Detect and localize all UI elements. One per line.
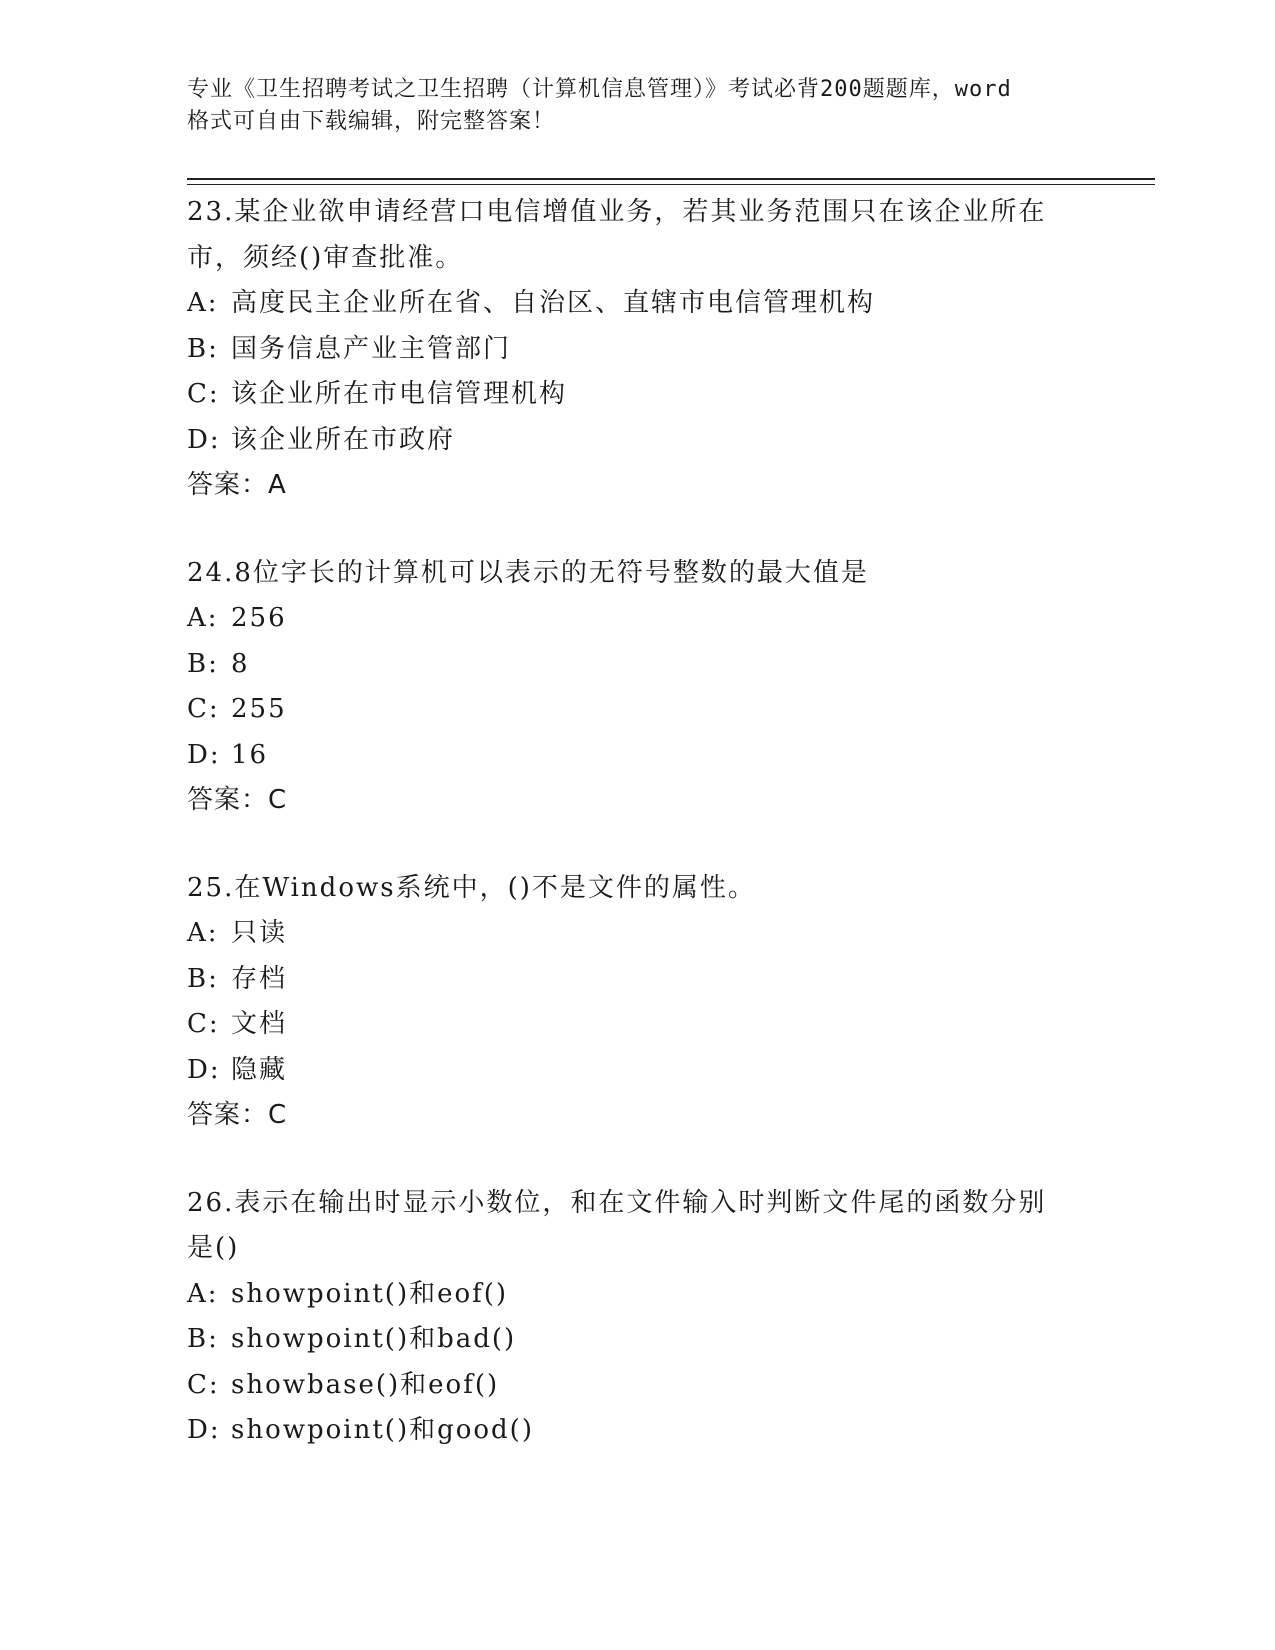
option-a — [187, 1272, 1087, 1318]
question-23 — [187, 190, 1087, 509]
option-letter: D: — [187, 1415, 221, 1445]
option-text: 国务信息产业主管部门 — [231, 333, 512, 364]
answer-label: 答案：C — [187, 1100, 288, 1130]
header-line-2: 格式可自由下载编辑，附完整答案！ — [187, 109, 556, 134]
option-text: 16 — [231, 739, 269, 770]
option-letter: C: — [187, 379, 220, 409]
question-stem-line-1: 23.某企业欲申请经营口电信增值业务，若其业务范围只在该企业所在 — [187, 197, 1047, 227]
option-c — [187, 687, 1087, 733]
option-letter: C: — [187, 1009, 220, 1039]
option-b — [187, 642, 1087, 688]
option-letter: D: — [187, 739, 221, 770]
header-divider-thin — [187, 184, 1155, 185]
option-b — [187, 327, 1087, 373]
option-a — [187, 281, 1087, 327]
option-letter: A: — [187, 603, 219, 633]
option-text: showpoint()和eof() — [231, 1278, 509, 1309]
question-stem-line-1: 25.在Windows系统中，()不是文件的属性。 — [187, 872, 756, 903]
question-stem-line-1: 24.8位字长的计算机可以表示的无符号整数的最大值是 — [187, 557, 869, 588]
option-text: 隐藏 — [231, 1054, 288, 1085]
option-text: 只读 — [231, 918, 288, 948]
question-stem-line-2: 市，须经()审查批准。 — [187, 242, 464, 273]
option-text: 8 — [231, 648, 250, 679]
option-text: showbase()和eof() — [231, 1369, 500, 1400]
option-text: 该企业所在市政府 — [231, 424, 456, 455]
option-letter: A: — [187, 288, 219, 318]
question-stem — [187, 866, 1067, 912]
option-letter: B: — [187, 1324, 219, 1354]
question-stem-line-1: 26.表示在输出时显示小数位，和在文件输入时判断文件尾的函数分别 — [187, 1187, 1047, 1218]
question-list — [187, 190, 1087, 1496]
option-text: showpoint()和bad() — [231, 1324, 517, 1354]
option-letter: D: — [187, 424, 221, 455]
option-c — [187, 1002, 1087, 1048]
question-stem-line-2: 是() — [187, 1233, 240, 1263]
option-c — [187, 1363, 1087, 1409]
option-letter: D: — [187, 1054, 221, 1085]
option-letter: B: — [187, 648, 219, 679]
option-text: 高度民主企业所在省、自治区、直辖市电信管理机构 — [231, 288, 876, 318]
option-text: 文档 — [231, 1009, 288, 1039]
option-a — [187, 596, 1087, 642]
option-d — [187, 1408, 1087, 1454]
question-stem — [187, 190, 1067, 281]
option-text: 该企业所在市电信管理机构 — [231, 379, 568, 409]
option-text: 存档 — [231, 963, 288, 994]
option-text: 256 — [231, 603, 287, 633]
option-letter: C: — [187, 694, 220, 724]
option-d — [187, 1048, 1087, 1094]
option-letter: A: — [187, 918, 219, 948]
option-letter: A: — [187, 1278, 219, 1309]
option-letter: C: — [187, 1369, 220, 1400]
question-24 — [187, 551, 1087, 824]
option-b — [187, 957, 1087, 1003]
option-text: 255 — [231, 694, 287, 724]
option-b — [187, 1317, 1087, 1363]
option-letter: B: — [187, 963, 219, 994]
question-26 — [187, 1181, 1087, 1454]
answer-label: 答案：A — [187, 470, 287, 500]
question-25 — [187, 866, 1087, 1139]
option-text: showpoint()和good() — [231, 1415, 534, 1445]
document-header — [187, 74, 1107, 138]
question-stem — [187, 1181, 1067, 1272]
header-divider-thick — [187, 178, 1155, 180]
header-line-1: 专业《卫生招聘考试之卫生招聘（计算机信息管理）》考试必背200题题库，word — [187, 77, 1012, 102]
option-a — [187, 911, 1087, 957]
option-d — [187, 733, 1087, 779]
option-letter: B: — [187, 333, 219, 364]
option-d — [187, 418, 1087, 464]
question-stem — [187, 551, 1067, 597]
answer-label: 答案：C — [187, 785, 288, 815]
option-c — [187, 372, 1087, 418]
